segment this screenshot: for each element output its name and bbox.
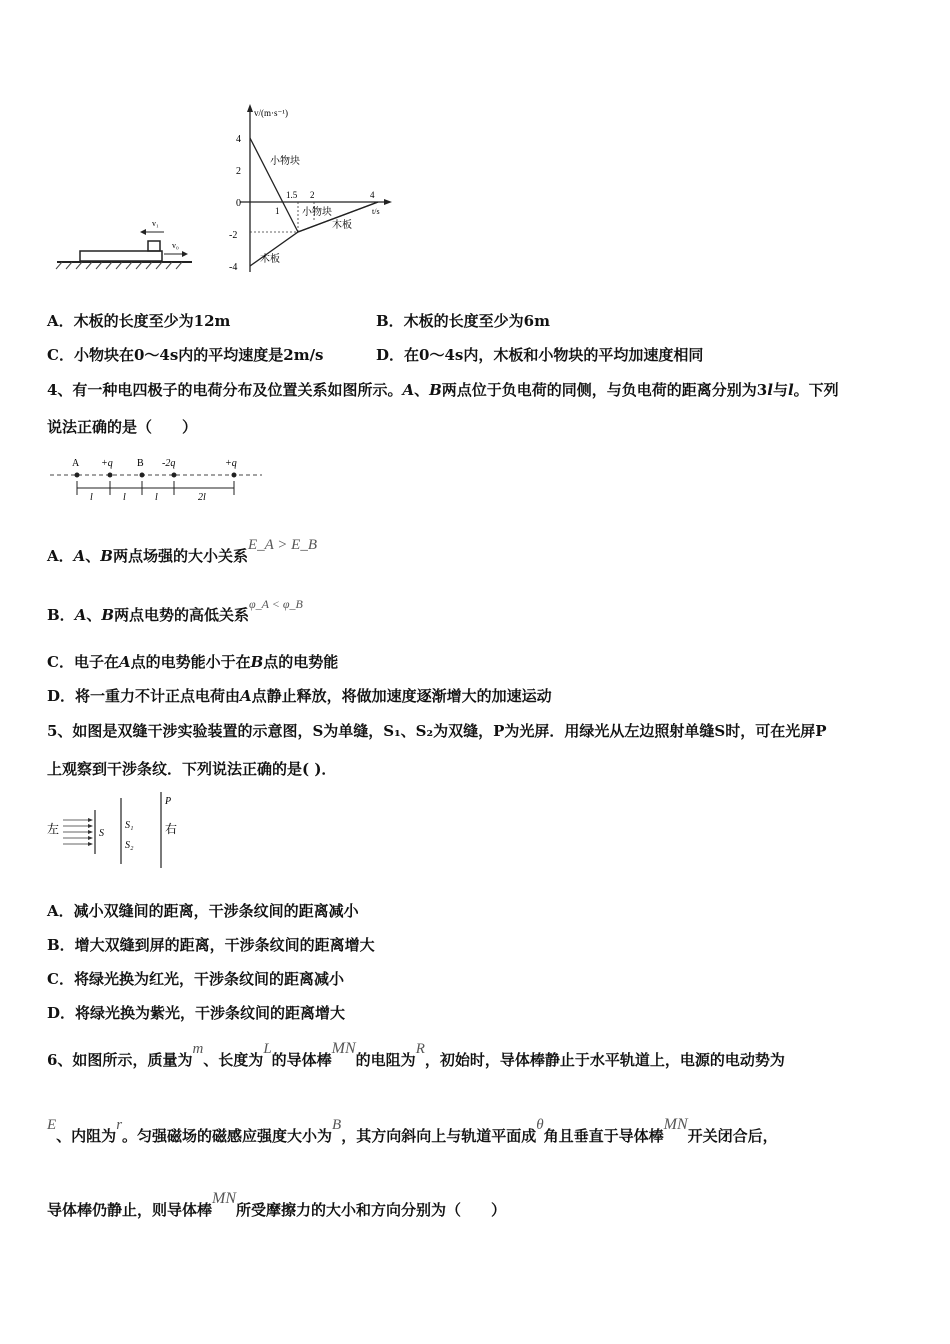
q3-option-d: D．在0～4s内，木板和小物块的平均加速度相同 [376,346,704,364]
double-slit-diagram [45,790,185,870]
point-label-minus-2q: -2q [162,458,176,469]
y-tick-neg2: -2 [229,230,238,241]
point-label-a: A [72,458,80,469]
point-label-plus-q-2: +q [225,458,237,469]
slit-s-label: S [99,828,104,839]
distance-label-2: l [123,492,126,503]
y-tick-4: 4 [236,134,241,145]
q3-option-b: B．木板的长度至少为6m [376,312,550,330]
q5-option-d: D．将绿光换为紫光，干涉条纹间的距离增大 [47,1004,346,1022]
q6-stem-line1: 6、如图所示，质量为m、长度为L的导体棒MN的电阻为R，初始时，导体棒静止于水平轨道上，电源的电动势为 [47,1040,785,1069]
x-tick-2: 2 [310,190,315,200]
curve-label-board-2: 木板 [260,254,280,265]
right-label: 右 [165,822,178,836]
point-label-plus-q-1: +q [101,458,113,469]
x-tick-1.5: 1.5 [286,190,298,200]
q3-option-c: C．小物块在0～4s内的平均速度是2m/s [47,346,324,364]
curve-label-block-1: 小物块 [270,156,300,167]
y-tick-neg4: -4 [229,262,238,273]
x-tick-4: 4 [370,190,375,200]
board [80,251,162,261]
q5-option-a: A．减小双缝间的距离，干涉条纹间的距离减小 [47,902,359,920]
q4-stem-line1: 4、有一种电四极子的电荷分布及位置关系如图所示。A、B两点位于负电荷的同侧，与负电荷的距离分别为3l与l。下列 [47,381,839,399]
curve-label-board-1: 木板 [332,220,352,231]
t-axis-label: t/s [372,207,380,216]
point-label-b: B [137,458,144,469]
q4-option-b: B．A、B两点电势的高低关系$^{\varphi\_A < \varphi\_B}$ [47,597,303,624]
quadrupole-diagram [50,455,265,503]
distance-label-3: l [155,492,158,503]
q5-option-b: B．增大双缝到屏的距离，干涉条纹间的距离增大 [47,936,375,954]
ea-gt-eb-formula: E_A > E_B [248,537,318,553]
y-tick-2: 2 [236,166,241,177]
x-tick-1: 1 [275,206,280,216]
slit-s1-label: S₁ [125,820,134,831]
phia-lt-phib-formula: φ_A < φ_B [249,597,303,611]
board-block-figure [52,210,202,275]
q4-stem-line2: 说法正确的是（ ） [47,418,198,436]
distance-label-4: 2l [198,492,206,503]
v-axis-label: v/(m·s⁻¹) [254,108,288,118]
q6-stem-line3: 导体棒仍静止，则导体棒MN所受摩擦力的大小和方向分别为（ ） [47,1190,507,1219]
block [148,241,160,251]
q5-stem-line1: 5、如图是双缝干涉实验装置的示意图，S为单缝，S₁、S₂为双缝，P为光屏．用绿光从左边照射单缝S时，可在光屏P [47,722,827,740]
vt-graph [220,100,395,280]
q4-option-c: C．电子在A点的电势能小于在B点的电势能 [47,653,339,671]
v1-label: v₁ [152,219,159,228]
q3-option-a: A．木板的长度至少为12m [47,312,231,330]
q6-stem-line2: E、内阻为r。匀强磁场的磁感应强度大小为B，其方向斜向上与轨道平面成θ角且垂直于导体棒MN开关闭合后， [47,1116,778,1145]
v0-label: v₀ [172,241,179,250]
slit-s2-label: S₂ [125,840,134,851]
distance-label-1: l [90,492,93,503]
q5-option-c: C．将绿光换为红光，干涉条纹间的距离减小 [47,970,344,988]
q4-option-a: A．A、B两点场强的大小关系E_A > E_B [47,537,318,565]
screen-p-label: P [165,796,172,807]
y-tick-0: 0 [236,198,241,209]
curve-label-block-2: 小物块 [302,207,332,218]
q5-stem-line2: 上观察到干涉条纹．下列说法正确的是( )． [47,760,337,778]
q4-option-d: D．将一重力不计正点电荷由A点静止释放，将做加速度逐渐增大的加速运动 [47,687,552,705]
left-label: 左 [47,822,60,836]
